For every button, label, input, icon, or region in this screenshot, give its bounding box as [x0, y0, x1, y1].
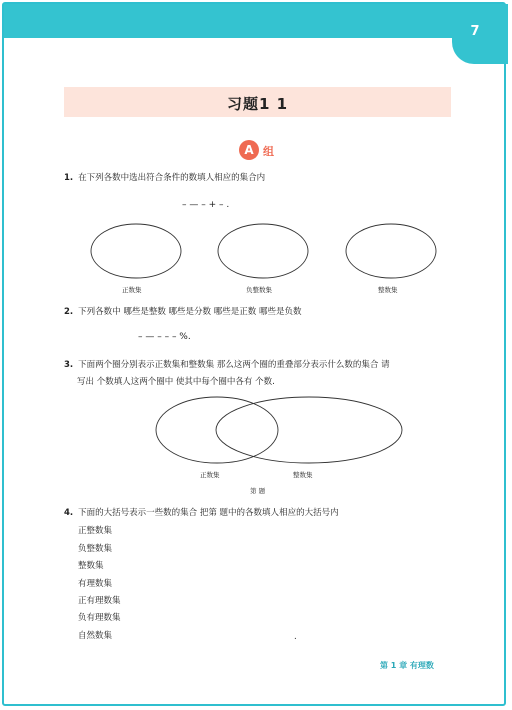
- page-number: 7: [470, 24, 480, 39]
- question-2-number: 2.: [64, 307, 74, 317]
- figure-caption: 第 题: [250, 487, 266, 495]
- set-ellipse-integer: [346, 224, 436, 278]
- question-4-text: 下面的大括号表示一些数的集合 把第 题中的各数填人相应的大括号内: [78, 508, 339, 518]
- group-label: 组: [263, 145, 274, 158]
- question-2: [64, 306, 301, 318]
- set-item-integer: 整数集: [78, 561, 104, 571]
- group-badge: A: [239, 140, 259, 160]
- set-item-negative-integer: 负整数集: [78, 544, 113, 554]
- set-ellipse-negative-integer: [218, 224, 308, 278]
- question-3: [64, 359, 390, 371]
- venn-label-positive: 正数集: [200, 471, 220, 479]
- set-item-positive-integer: 正整数集: [78, 526, 113, 536]
- question-2-numbers: – — – – – %.: [138, 332, 191, 342]
- set-item-positive-rational: 正有理数集: [78, 596, 121, 606]
- set-item-natural: 自然数集: [78, 631, 113, 641]
- set-label-integer: 整数集: [378, 286, 398, 294]
- trailing-mark: .: [294, 632, 297, 642]
- chapter-footer: 第 1 章 有理数: [380, 661, 434, 670]
- question-1-numbers: – — – + – .: [182, 200, 230, 210]
- venn-ellipse-positive: [156, 397, 278, 463]
- venn-label-integer: 整数集: [293, 471, 313, 479]
- question-3-text-line1: 下面两个圈分别表示正数集和整数集 那么这两个圈的重叠部分表示什么数的集合 请: [78, 360, 390, 370]
- set-ellipse-positive: [91, 224, 181, 278]
- question-1-number: 1.: [64, 173, 74, 183]
- question-2-text: 下列各数中 哪些是整数 哪些是分数 哪些是正数 哪些是负数: [78, 307, 302, 317]
- set-item-rational: 有理数集: [78, 579, 113, 589]
- question-4-number: 4.: [64, 508, 74, 518]
- set-item-negative-rational: 负有理数集: [78, 613, 121, 623]
- question-3-text-line2: 写出 个数填人这两个圈中 使其中每个圈中各有 个数.: [77, 377, 275, 387]
- question-3-number: 3.: [64, 360, 74, 370]
- venn-ellipse-integer: [216, 397, 402, 463]
- set-label-positive: 正数集: [122, 286, 142, 294]
- question-1-text: 在下列各数中选出符合条件的数填人相应的集合内: [78, 173, 266, 183]
- question-4: [64, 507, 339, 519]
- page-title: 习题1 1: [226, 95, 289, 113]
- set-label-negative-integer: 负整数集: [246, 286, 272, 294]
